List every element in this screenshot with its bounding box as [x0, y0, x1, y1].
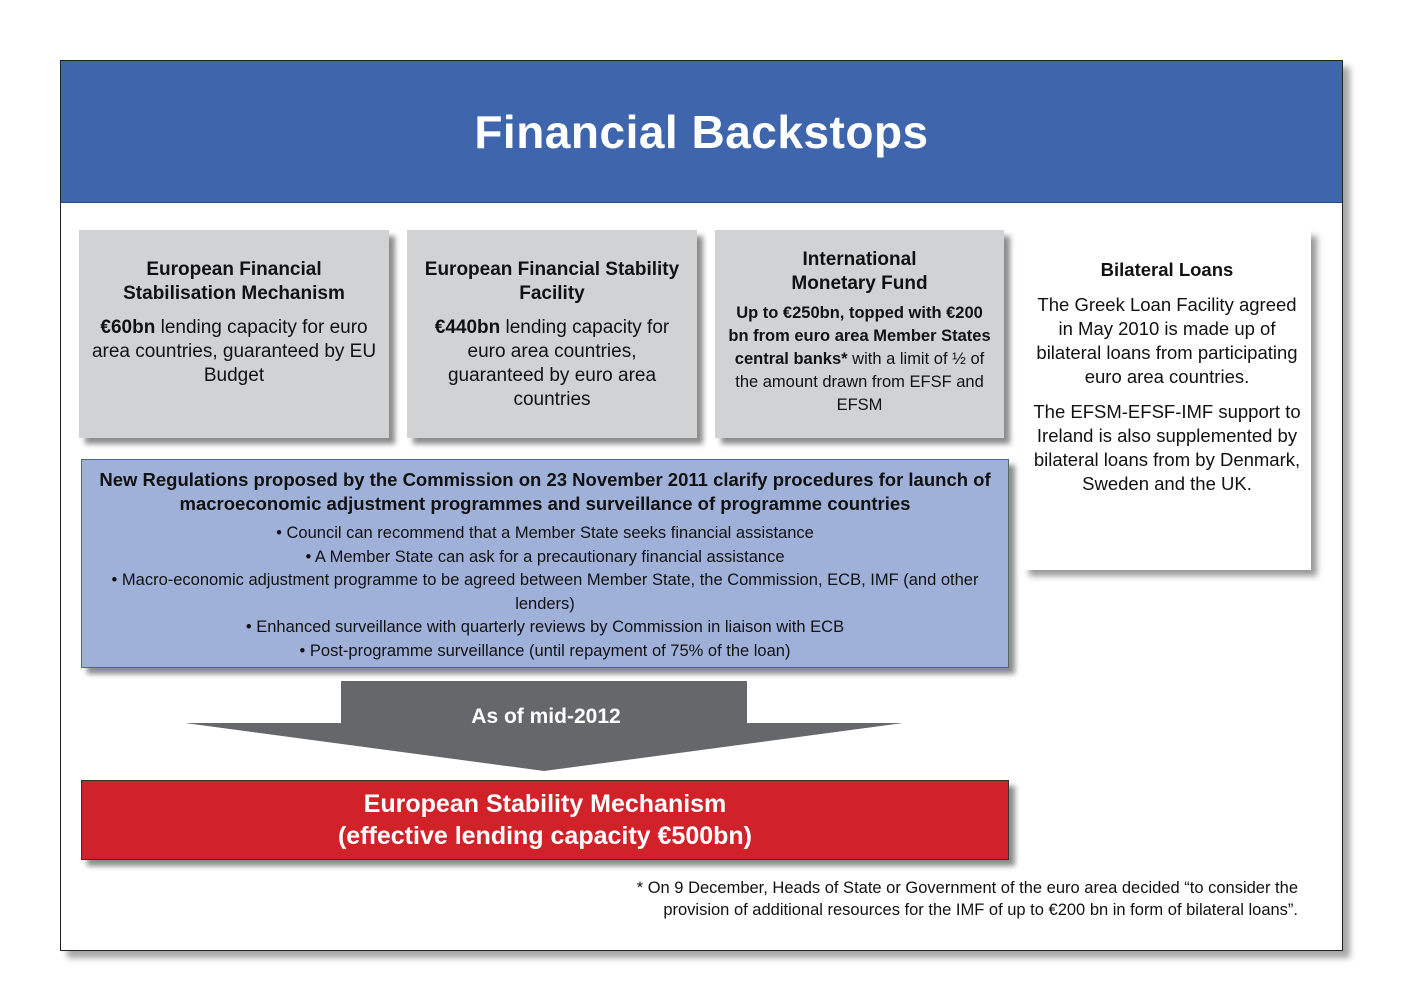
efsf-amount: €440bn — [434, 317, 501, 338]
timeline-arrow — [181, 679, 961, 774]
page-title: Financial Backstops — [474, 105, 929, 158]
regulations-list — [82, 522, 1008, 663]
bilateral-paragraph-greece: The Greek Loan Facility agreed in May 2010 is made up of bilateral loans from participating euro area countries. — [1036, 294, 1298, 387]
esm-capacity: (effective lending capacity €500bn) — [337, 822, 753, 850]
efsf-card — [407, 230, 697, 438]
bilateral-paragraph-ireland: The EFSM-EFSF-IMF support to Ireland is also supplemented by bilateral loans from by Denmark, Sweden and the UK. — [1033, 401, 1301, 494]
imf-bold-text: Up to €250bn, topped with €200 bn from euro area Member States central banks* — [728, 304, 991, 368]
imf-card — [715, 230, 1004, 438]
imf-description: with a limit of ½ of the amount drawn from EFSF and EFSM — [735, 350, 985, 414]
bilateral-heading: Bilateral Loans — [1100, 259, 1234, 280]
efsf-heading: European Financial Stability Facility — [424, 259, 680, 304]
list-item: • Council can recommend that a Member State seeks financial assistance — [276, 524, 814, 542]
arrow-label: As of mid-2012 — [471, 705, 621, 728]
efsm-card — [79, 230, 389, 438]
diagram-frame — [60, 60, 1343, 951]
list-item: • Enhanced surveillance with quarterly reviews by Commission in liaison with ECB — [245, 618, 845, 636]
efsm-description: lending capacity for euro area countries, guaranteed by EU Budget — [91, 317, 377, 386]
footnote — [637, 877, 1298, 921]
efsf-body — [417, 316, 687, 412]
imf-heading-line2: Monetary Fund — [791, 273, 928, 294]
title-bar — [61, 61, 1342, 203]
list-item: • Macro-economic adjustment programme to be agreed between Member State, the Commission, ECB, IMF (and other lenders) — [111, 571, 979, 613]
list-item: • A Member State can ask for a precautionary financial assistance — [305, 547, 785, 566]
bilateral-loans-card — [1023, 230, 1311, 570]
footnote-line1: * On 9 December, Heads of State or Government of the euro area decided “to consider the — [636, 879, 1298, 897]
regulations-heading: New Regulations proposed by the Commission on 23 November 2011 clarify procedures for launch of macroeconomic adjustment programmes and surveillance of programme countries — [99, 469, 991, 514]
list-item: • Post-programme surveillance (until repayment of 75% of the loan) — [299, 641, 791, 660]
esm-title: European Stability Mechanism — [363, 790, 727, 818]
efsm-amount: €60bn — [100, 317, 156, 338]
footnote-line2: provision of additional resources for the IMF of up to €200 bn in form of bilateral loans”. — [663, 901, 1298, 919]
efsm-body — [89, 316, 379, 388]
efsf-description: lending capacity for euro area countries, guaranteed by euro area countries — [447, 317, 670, 410]
imf-heading-line1: International — [802, 249, 917, 270]
new-regulations-box — [81, 459, 1009, 668]
esm-box — [81, 780, 1009, 860]
imf-body — [725, 302, 994, 417]
efsm-heading: European Financial Stabilisation Mechanism — [123, 259, 345, 304]
